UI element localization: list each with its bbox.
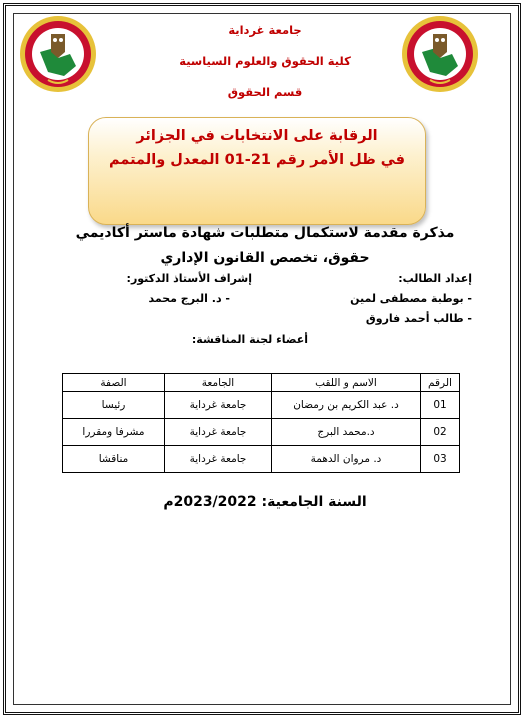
thesis-description-line-1: مذكرة مقدمة لاستكمال متطلبات شهادة ماستر أكاديمي	[75, 225, 455, 241]
table-row	[63, 446, 460, 473]
member-name: د.محمد البرج	[272, 419, 421, 446]
table-row	[63, 392, 460, 419]
thesis-description-line-2: حقوق، تخصص القانون الإداري	[160, 250, 370, 266]
supervisor-name: - د. البرج محمد	[148, 292, 230, 305]
table-row	[63, 419, 460, 446]
member-role: مناقشا	[63, 446, 165, 473]
member-university: جامعة غرداية	[165, 392, 272, 419]
member-university: جامعة غرداية	[165, 446, 272, 473]
thesis-title-line-1: الرقابة على الانتخابات في الجزائر	[136, 128, 378, 144]
student-name-2: - طالب أحمد فاروق	[365, 312, 472, 325]
students-label: إعداد الطالب:	[398, 272, 472, 285]
member-number: 02	[421, 419, 460, 446]
student-name-1: - بوطبة مصطفى لمين	[350, 292, 472, 305]
member-role: رئيسا	[63, 392, 165, 419]
university-logo-right-icon	[400, 14, 480, 94]
col-university-header: الجامعة	[165, 374, 272, 392]
thesis-title-box	[88, 117, 426, 225]
member-number: 03	[421, 446, 460, 473]
member-number: 01	[421, 392, 460, 419]
committee-label: أعضاء لجنة المناقشة:	[191, 333, 308, 346]
member-role: مشرفا ومقررا	[63, 419, 165, 446]
supervisor-label: إشراف الأستاذ الدكتور:	[126, 272, 252, 285]
table-header-row	[63, 374, 460, 392]
member-name: د. عبد الكريم بن رمضان	[272, 392, 421, 419]
academic-year: السنة الجامعية: 2023/2022م	[163, 494, 367, 510]
university-name: جامعة غرداية	[228, 23, 302, 37]
committee-table	[62, 373, 460, 473]
page-border	[3, 3, 521, 715]
col-role-header: الصفة	[63, 374, 165, 392]
department-name: قسم الحقوق	[227, 85, 303, 99]
member-university: جامعة غرداية	[165, 419, 272, 446]
col-name-header: الاسم و اللقب	[272, 374, 421, 392]
faculty-name: كلية الحقوق والعلوم السياسية	[179, 54, 351, 68]
thesis-title-line-2: في ظل الأمر رقم 21-01 المعدل والمتمم	[109, 152, 405, 168]
col-number-header: الرقم	[421, 374, 460, 392]
member-name: د. مروان الدهمة	[272, 446, 421, 473]
university-logo-left-icon	[18, 14, 98, 94]
